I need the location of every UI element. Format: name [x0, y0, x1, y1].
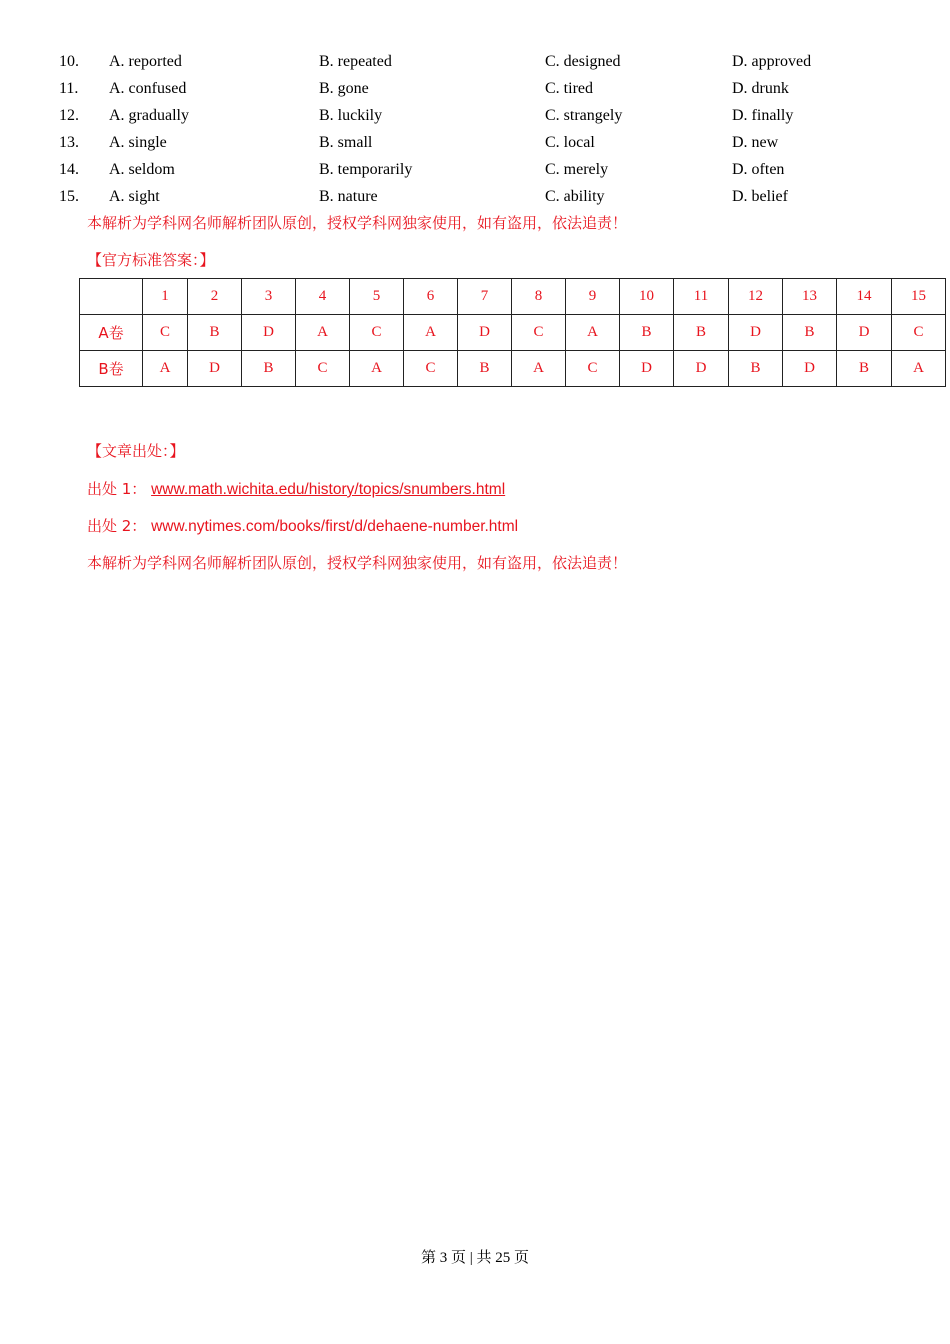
question-number: 13.	[59, 134, 79, 151]
answer-heading: 【官方标准答案：】	[87, 251, 215, 269]
table-cell: C	[892, 315, 946, 351]
source-heading: 【文章出处：】	[87, 442, 185, 460]
option-d: D. finally	[732, 107, 794, 124]
table-cell: B卷	[80, 351, 143, 387]
table-cell: D	[620, 351, 674, 387]
table-cell: B	[620, 315, 674, 351]
option-d: D. drunk	[732, 80, 789, 97]
table-cell: 11	[674, 279, 729, 315]
table-cell: B	[783, 315, 837, 351]
answer-table	[79, 278, 946, 387]
table-cell: D	[783, 351, 837, 387]
table-cell: D	[674, 351, 729, 387]
option-b: B. gone	[319, 80, 369, 97]
option-d: D. approved	[732, 53, 812, 70]
table-cell: 8	[512, 279, 566, 315]
source-2-label: 出处 2：	[87, 517, 147, 535]
question-number: 10.	[59, 53, 79, 70]
table-cell: 10	[620, 279, 674, 315]
table-cell: 7	[458, 279, 512, 315]
table-cell: A	[296, 315, 350, 351]
table-cell: C	[350, 315, 404, 351]
option-b: B. nature	[319, 188, 378, 205]
table-cell: C	[296, 351, 350, 387]
table-cell: A	[404, 315, 458, 351]
option-b: B. small	[319, 134, 373, 151]
table-cell: B	[674, 315, 729, 351]
question-number: 12.	[59, 107, 79, 124]
table-cell: 13	[783, 279, 837, 315]
question-row	[0, 79, 950, 106]
option-c: C. ability	[545, 188, 605, 205]
option-d: D. new	[732, 134, 779, 151]
question-number: 14.	[59, 161, 79, 178]
table-cell: 2	[188, 279, 242, 315]
table-cell: B	[242, 351, 296, 387]
source-1	[87, 478, 505, 499]
table-cell: D	[837, 315, 892, 351]
option-c: C. tired	[545, 80, 593, 97]
table-cell: B	[188, 315, 242, 351]
source-2-link[interactable]: www.nytimes.com/books/first/d/dehaene-number.html	[151, 518, 519, 535]
option-b: B. temporarily	[319, 161, 413, 178]
table-cell: C	[566, 351, 620, 387]
option-d: D. belief	[732, 188, 788, 205]
table-cell: B	[837, 351, 892, 387]
source-2	[87, 515, 518, 536]
source-1-label: 出处 1：	[87, 480, 147, 498]
table-cell: C	[404, 351, 458, 387]
table-cell: A	[143, 351, 188, 387]
question-number: 11.	[59, 80, 79, 97]
table-cell: A卷	[80, 315, 143, 351]
option-c: C. designed	[545, 53, 621, 70]
table-cell: 12	[729, 279, 783, 315]
table-cell: 3	[242, 279, 296, 315]
option-d: D. often	[732, 161, 785, 178]
option-c: C. strangely	[545, 107, 623, 124]
table-cell: D	[188, 351, 242, 387]
option-a: A. reported	[109, 53, 182, 70]
table-cell: 9	[566, 279, 620, 315]
question-row	[0, 52, 950, 79]
table-cell: D	[458, 315, 512, 351]
table-cell: 6	[404, 279, 458, 315]
option-a: A. seldom	[109, 161, 175, 178]
table-cell: A	[566, 315, 620, 351]
table-cell: D	[729, 315, 783, 351]
table-cell: 4	[296, 279, 350, 315]
page-footer: 第 3 页 | 共 25 页	[420, 1250, 529, 1266]
option-a: A. confused	[109, 80, 187, 97]
question-row	[0, 106, 950, 133]
option-a: A. sight	[109, 188, 160, 205]
table-row	[80, 315, 946, 351]
table-cell: D	[242, 315, 296, 351]
question-row	[0, 133, 950, 160]
option-b: B. repeated	[319, 53, 392, 70]
question-row	[0, 187, 950, 214]
option-b: B. luckily	[319, 107, 383, 124]
question-row	[0, 160, 950, 187]
table-cell: A	[512, 351, 566, 387]
source-1-link[interactable]: www.math.wichita.edu/history/topics/snumbers.html	[151, 481, 506, 498]
table-cell: 15	[892, 279, 946, 315]
option-c: C. merely	[545, 161, 609, 178]
table-header-row	[80, 279, 946, 315]
table-cell: B	[458, 351, 512, 387]
table-row	[80, 351, 946, 387]
option-a: A. gradually	[109, 107, 189, 124]
table-cell: A	[892, 351, 946, 387]
table-cell: C	[143, 315, 188, 351]
table-cell: B	[729, 351, 783, 387]
copyright-notice: 本解析为学科网名师解析团队原创，授权学科网独家使用，如有盗用，依法追责！	[87, 214, 628, 232]
option-a: A. single	[109, 134, 167, 151]
table-cell	[80, 279, 143, 315]
table-cell: C	[512, 315, 566, 351]
table-cell: 5	[350, 279, 404, 315]
option-c: C. local	[545, 134, 595, 151]
copyright-notice-2: 本解析为学科网名师解析团队原创，授权学科网独家使用，如有盗用，依法追责！	[87, 554, 628, 572]
table-cell: 14	[837, 279, 892, 315]
question-number: 15.	[59, 188, 79, 205]
table-cell: 1	[143, 279, 188, 315]
table-cell: A	[350, 351, 404, 387]
